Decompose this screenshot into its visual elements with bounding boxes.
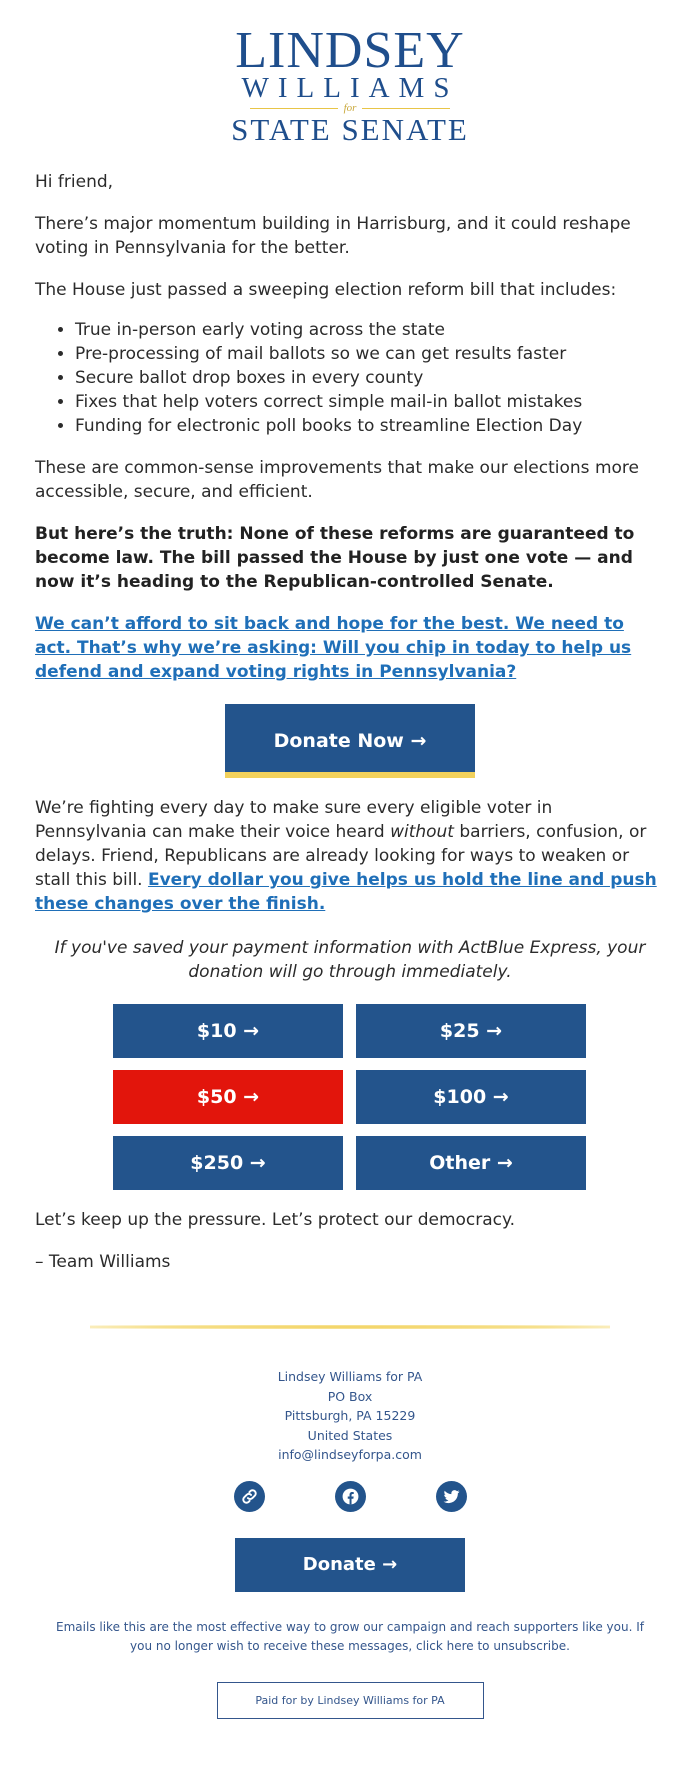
donate-250-button[interactable]: $250 →: [113, 1136, 343, 1190]
logo-name-last: WILLIAMS: [241, 72, 459, 104]
footer-email[interactable]: info@lindseyforpa.com: [278, 1447, 422, 1462]
donate-50-button[interactable]: $50 →: [113, 1070, 343, 1124]
every-dollar-link[interactable]: Every dollar you give helps us hold the line and push these changes over the finish.: [35, 870, 657, 914]
list-item: • Fixes that help voters correct simple mail-in ballot mistakes: [75, 390, 665, 414]
actblue-note: If you've saved your payment information with ActBlue Express, your donation will go through immediately.: [54, 938, 646, 982]
greeting: Hi friend,: [35, 172, 114, 192]
logo-rule-left: [250, 108, 338, 109]
footer-donate-button[interactable]: Donate →: [235, 1538, 465, 1592]
link-icon[interactable]: [234, 1481, 265, 1512]
donate-now-button[interactable]: Donate Now →: [225, 704, 475, 778]
footer-city: Pittsburgh, PA 15229: [284, 1408, 416, 1423]
cta-wrap: [35, 704, 665, 778]
logo-for: for: [343, 102, 357, 114]
gold-divider: [90, 1325, 610, 1329]
list-item: • Secure ballot drop boxes in every county: [75, 366, 665, 390]
donate-100-button[interactable]: $100 →: [356, 1070, 586, 1124]
footer-country: United States: [307, 1427, 393, 1443]
footer-org: Lindsey Williams for PA: [277, 1369, 423, 1384]
fighting-text-a: We’re fighting every day to make sure every eligible voter in Pennsylvania can make their voice heard: [35, 798, 553, 842]
twitter-icon[interactable]: [436, 1481, 467, 1512]
reform-list: [35, 318, 665, 438]
paragraph-pressure: Let’s keep up the pressure. Let’s protect our democracy.: [35, 1210, 516, 1230]
logo-office: STATE SENATE: [231, 112, 469, 147]
paragraph-ask: [35, 612, 665, 684]
paragraph-truth: But here’s the truth: None of these reforms are guaranteed to become law. The bill passed the House by just one vote — and now it’s heading to the Republican-controlled Senate.: [35, 524, 635, 592]
campaign-logo[interactable]: [0, 0, 700, 147]
signoff: – Team Williams: [35, 1252, 171, 1272]
donation-amount-grid: [113, 1004, 587, 1190]
paragraph-bill-intro: The House just passed a sweeping election reform bill that includes:: [35, 280, 617, 300]
logo-rule-right: [362, 108, 450, 109]
footer: [0, 1367, 700, 1719]
paragraph-fighting: [35, 796, 665, 916]
donate-25-button[interactable]: $25 →: [356, 1004, 586, 1058]
social-links: [0, 1481, 700, 1512]
list-item: • Pre-processing of mail ballots so we can get results faster: [75, 342, 665, 366]
fighting-emphasis: without: [390, 822, 454, 842]
paragraph-improvements: These are common-sense improvements that make our elections more accessible, secure, and efficient.: [35, 458, 639, 502]
email-body: [0, 170, 700, 1274]
list-item: • True in-person early voting across the state: [75, 318, 665, 342]
paragraph-momentum: There’s major momentum building in Harrisburg, and it could reshape voting in Pennsylvania for the better.: [35, 214, 631, 258]
unsubscribe-disclaimer[interactable]: Emails like this are the most effective way to grow our campaign and reach supporters like you. If you no longer wish to receive these messages, click here to unsubscribe.: [56, 1619, 644, 1653]
logo-name-first: LINDSEY: [235, 22, 465, 79]
facebook-icon[interactable]: [335, 1481, 366, 1512]
donate-other-button[interactable]: Other →: [356, 1136, 586, 1190]
footer-pobox: PO Box: [327, 1388, 373, 1404]
list-item: • Funding for electronic poll books to streamline Election Day: [75, 414, 665, 438]
ask-link[interactable]: We can’t afford to sit back and hope for the best. We need to act. That’s why we’re asking: Will you chip in today to help us defend and expand voting rights in Pennsylvania?: [35, 614, 632, 682]
donate-10-button[interactable]: $10 →: [113, 1004, 343, 1058]
fighting-text-b: barriers, confusion, or delays. Friend, Republicans are already looking for ways to weaken or stall this bill.: [35, 822, 647, 890]
paid-for-box: Paid for by Lindsey Williams for PA: [217, 1682, 484, 1719]
